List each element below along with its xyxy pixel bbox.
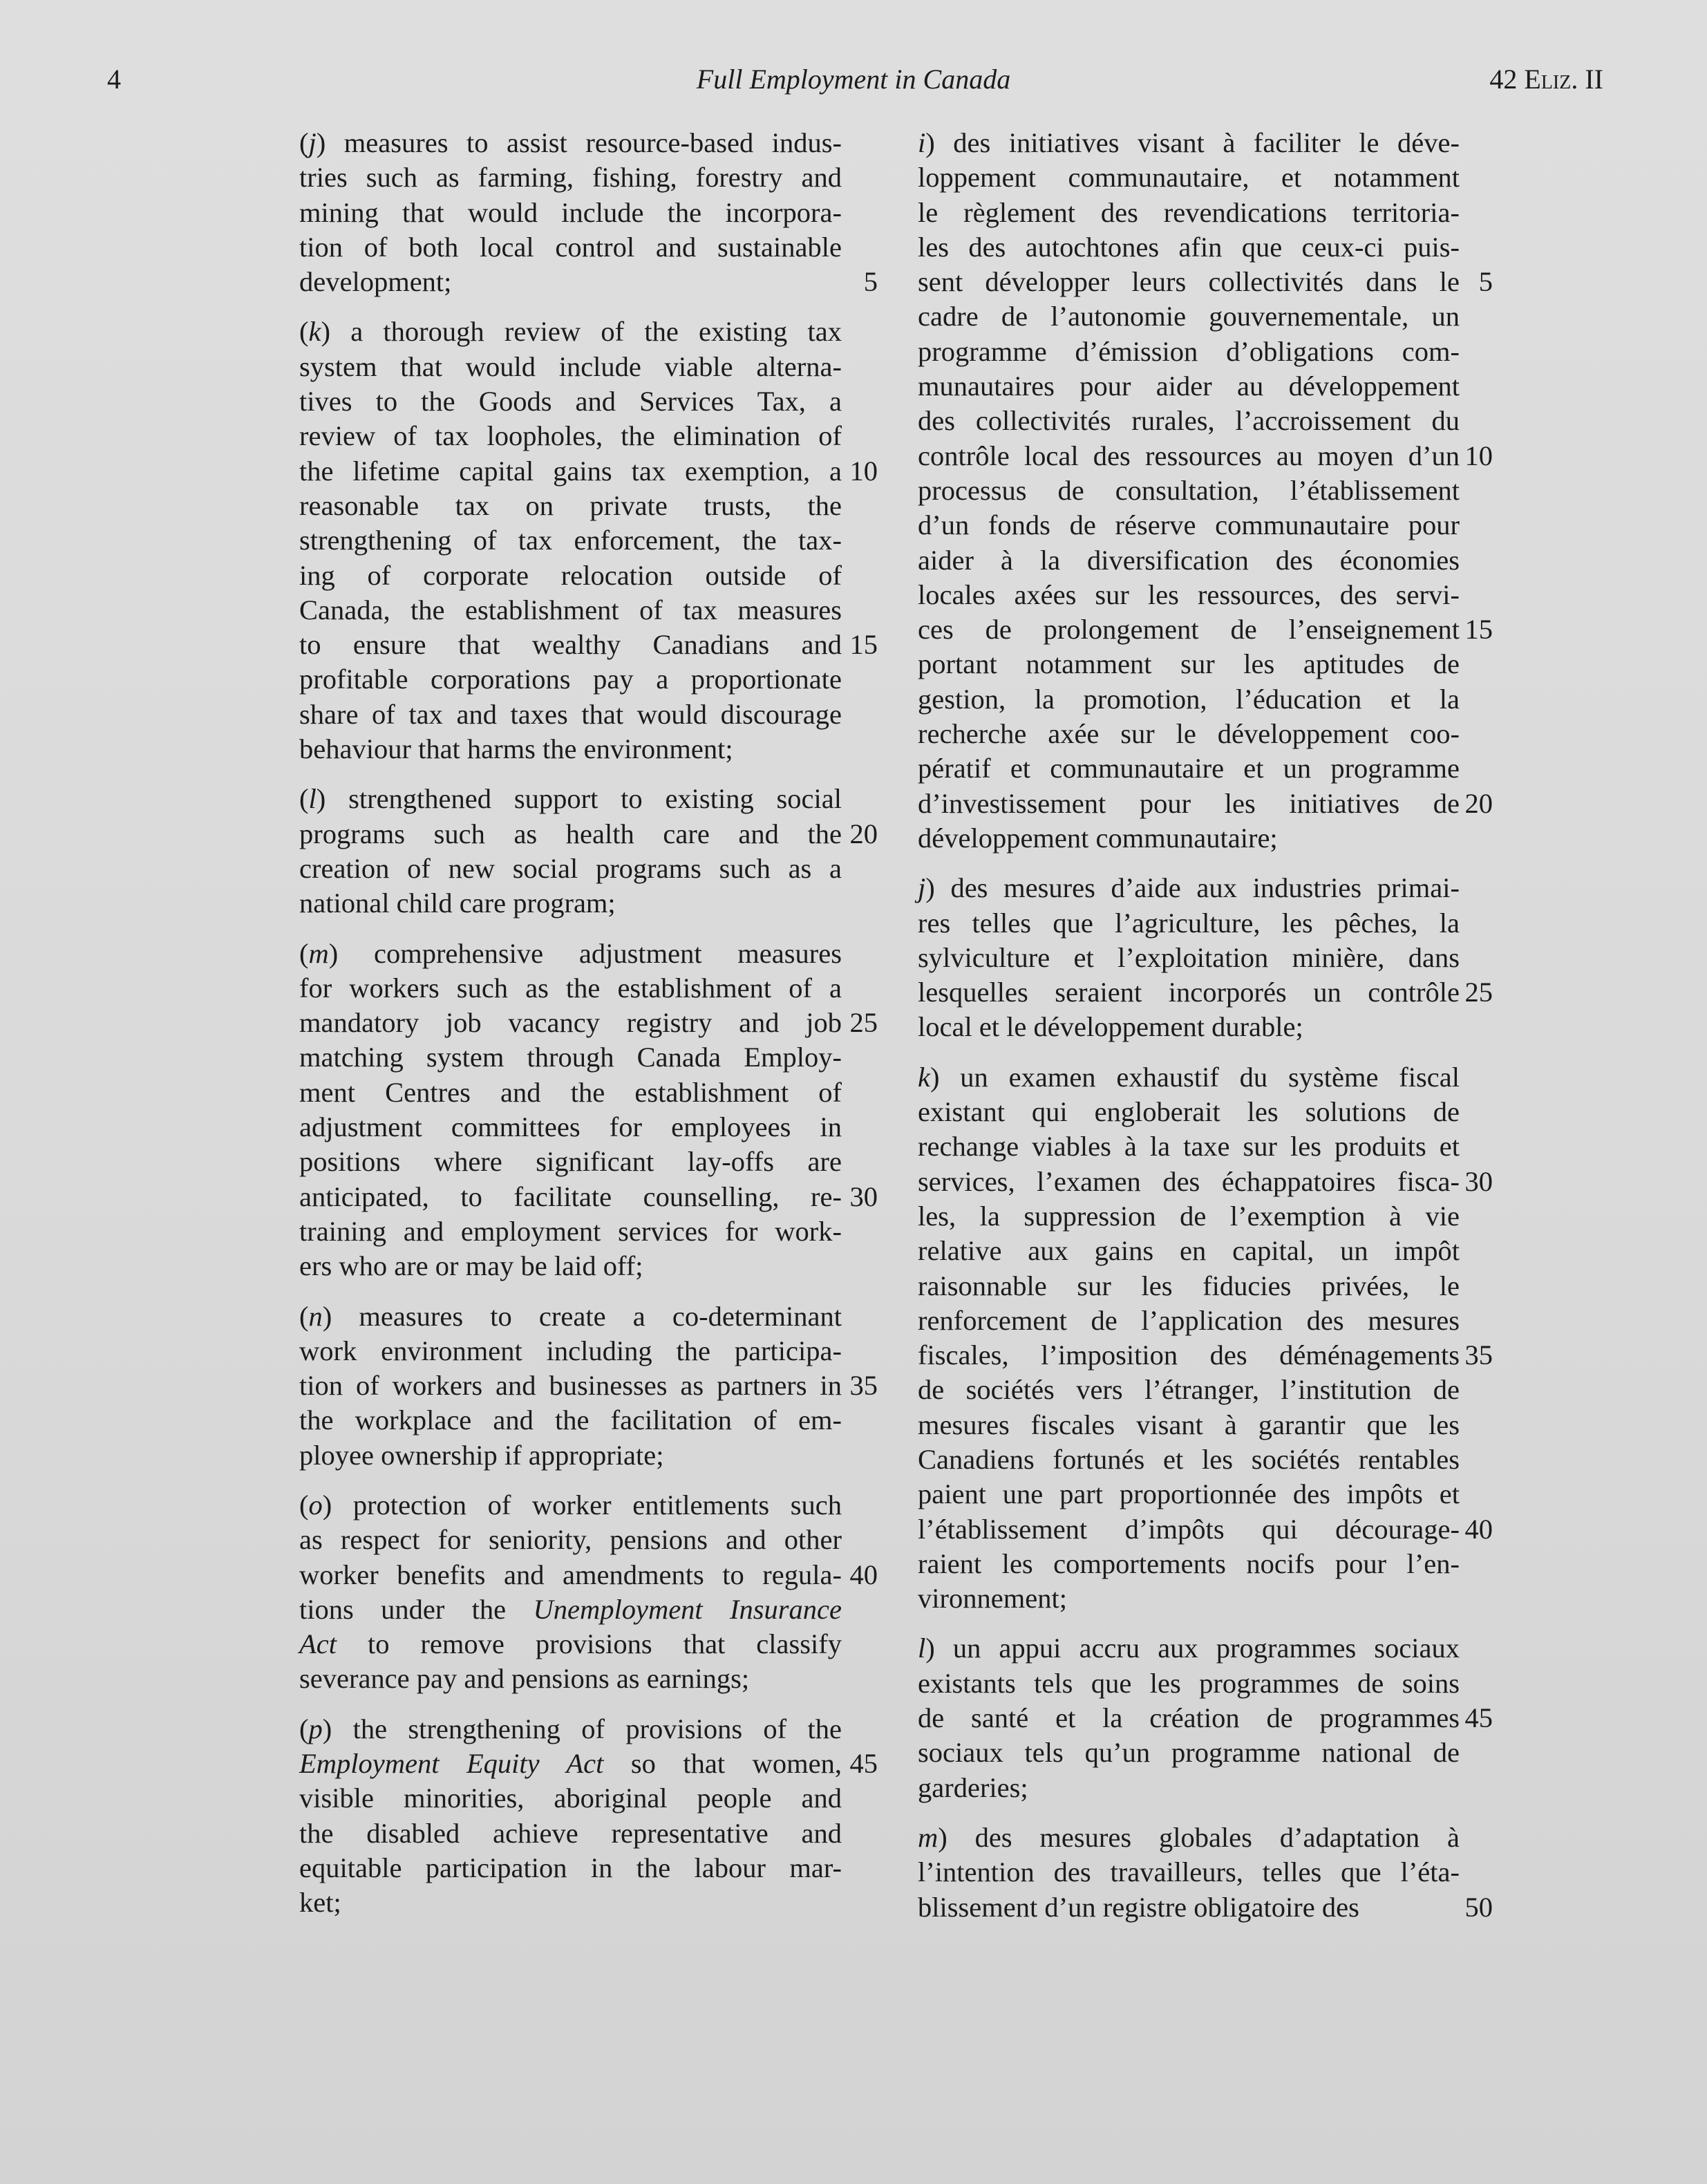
- line-text: rechange viables à la taxe sur les produits et: [918, 1131, 1460, 1162]
- text-line: [299, 886, 842, 921]
- line-text: ces de prolongement de l’enseignement: [918, 614, 1460, 646]
- line-text: paient une part proportionnée des impôts et: [918, 1478, 1460, 1510]
- line-text: tries such as farming, fishing, forestry and: [299, 162, 842, 194]
- paragraph: [299, 314, 878, 766]
- text-line: [299, 1006, 878, 1040]
- line-number: 15: [849, 629, 878, 661]
- text-line: [299, 662, 842, 697]
- line-text: the lifetime capital gains tax exemption, a: [299, 455, 842, 487]
- paragraph: [918, 1631, 1493, 1805]
- text-line: [299, 1438, 842, 1473]
- line-text: ket;: [299, 1887, 341, 1919]
- text-line: [299, 1180, 878, 1214]
- line-text: l’intention des travailleurs, telles que l’éta-: [918, 1856, 1460, 1888]
- text-line: [918, 1373, 1460, 1407]
- text-line: [918, 1547, 1460, 1581]
- text-line: [918, 1771, 1460, 1805]
- text-line: [918, 1060, 1460, 1095]
- text-line: [299, 1851, 842, 1885]
- line-text: ing of corporate relocation outside of: [299, 559, 842, 591]
- line-number: 20: [849, 818, 878, 849]
- line-text: les des autochtones afin que ceux-ci puis-: [918, 231, 1460, 263]
- text-line: [918, 1735, 1460, 1770]
- text-line: [918, 682, 1460, 717]
- line-text: (j) measures to assist resource-based indus-: [299, 127, 842, 158]
- text-line: [918, 1855, 1460, 1890]
- line-text: pératif et communautaire et un programme: [918, 753, 1460, 784]
- text-line: [299, 230, 842, 265]
- line-text: severance pay and pensions as earnings;: [299, 1663, 750, 1695]
- line-text: the workplace and the facilitation of em-: [299, 1404, 842, 1436]
- line-text: existant qui engloberait les solutions de: [918, 1096, 1460, 1128]
- text-line: [299, 1661, 842, 1696]
- line-text: local et le développement durable;: [918, 1011, 1303, 1043]
- text-line: [299, 817, 878, 851]
- text-line: [918, 299, 1460, 334]
- line-text: programs such as health care and the: [299, 818, 842, 849]
- line-number: 35: [1464, 1339, 1493, 1371]
- line-text: j) des mesures d’aide aux industries primai-: [918, 872, 1460, 904]
- paragraph: [918, 126, 1493, 856]
- line-number: 45: [1464, 1702, 1493, 1734]
- line-text: matching system through Canada Employ-: [299, 1042, 842, 1073]
- line-text: le règlement des revendications territoria-: [918, 196, 1460, 228]
- line-text: i) des initiatives visant à faciliter le déve-: [918, 127, 1460, 158]
- english-column: [299, 126, 878, 1936]
- text-line: [299, 1627, 842, 1661]
- line-text: profitable corporations pay a proportionate: [299, 663, 842, 695]
- text-line: [918, 1303, 1460, 1338]
- line-number: 5: [863, 266, 878, 298]
- line-text: les, la suppression de l’exemption à vie: [918, 1200, 1460, 1232]
- line-text: cadre de l’autonomie gouvernementale, un: [918, 301, 1460, 332]
- text-line: [918, 126, 1460, 160]
- text-line: [918, 1477, 1460, 1512]
- line-number: 5: [1478, 266, 1493, 298]
- line-text: développement communautaire;: [918, 822, 1278, 854]
- text-line: [299, 936, 842, 971]
- line-text: to ensure that wealthy Canadians and: [299, 629, 842, 661]
- regnal-year: 42 Eliz. II: [1489, 64, 1603, 95]
- line-text: (k) a thorough review of the existing tax: [299, 316, 842, 348]
- text-line: [918, 1890, 1493, 1925]
- text-line: [918, 1631, 1460, 1666]
- text-line: [918, 1199, 1460, 1234]
- line-number: 10: [1464, 440, 1493, 471]
- line-text: Canadiens fortunés et les sociétés rentables: [918, 1443, 1460, 1475]
- line-text: gestion, la promotion, l’éducation et la: [918, 683, 1460, 715]
- line-text: (o) protection of worker entitlements such: [299, 1489, 842, 1521]
- line-number: 20: [1464, 787, 1493, 819]
- text-line: [299, 350, 842, 384]
- text-line: [299, 732, 842, 766]
- text-line: [299, 1075, 842, 1110]
- line-text: tions under the Unemployment Insurance: [299, 1593, 842, 1625]
- text-line: [299, 489, 842, 523]
- line-text: creation of new social programs such as a: [299, 852, 842, 884]
- line-text: share of tax and taxes that would discourage: [299, 698, 842, 730]
- paragraph: [299, 126, 878, 299]
- text-line: [918, 578, 1460, 612]
- line-text: fiscales, l’imposition des déménagements: [918, 1339, 1460, 1371]
- text-line: [299, 265, 878, 299]
- text-line: [918, 647, 1460, 681]
- text-line: [299, 1299, 842, 1334]
- line-text: lesquelles seraient incorporés un contrôle: [918, 977, 1460, 1008]
- text-line: [299, 851, 842, 886]
- line-text: (p) the strengthening of provisions of the: [299, 1713, 842, 1744]
- line-number: 45: [849, 1748, 878, 1780]
- text-line: [918, 1095, 1460, 1129]
- text-line: [918, 1165, 1493, 1199]
- line-number: 40: [849, 1559, 878, 1590]
- line-text: munautaires pour aider au développement: [918, 370, 1460, 402]
- line-text: training and employment services for work-: [299, 1215, 842, 1247]
- text-line: [918, 508, 1460, 543]
- line-text: mining that would include the incorpora-: [299, 196, 842, 228]
- line-text: strengthening of tax enforcement, the tax-: [299, 525, 842, 556]
- text-line: [918, 1442, 1460, 1477]
- text-line: [918, 821, 1460, 856]
- line-text: Canada, the establishment of tax measures: [299, 594, 842, 625]
- line-number: 25: [1464, 977, 1493, 1008]
- line-text: aider à la diversification des économies: [918, 544, 1460, 576]
- line-text: worker benefits and amendments to regula-: [299, 1559, 842, 1590]
- text-line: [299, 384, 842, 419]
- text-line: [918, 1820, 1460, 1855]
- line-text: raient les comportements nocifs pour l’en-: [918, 1547, 1460, 1579]
- line-text: existants tels que les programmes de soins: [918, 1667, 1460, 1699]
- text-line: [299, 1558, 878, 1592]
- text-line: [299, 1781, 842, 1816]
- line-text: (m) comprehensive adjustment measures: [299, 937, 842, 969]
- text-line: [918, 975, 1493, 1010]
- text-line: [299, 196, 842, 230]
- line-text: loppement communautaire, et notamment: [918, 162, 1460, 194]
- text-line: [299, 160, 842, 195]
- line-text: sylviculture et l’exploitation minière, dans: [918, 941, 1460, 973]
- line-text: reasonable tax on private trusts, the: [299, 489, 842, 521]
- line-text: processus de consultation, l’établissement: [918, 474, 1460, 506]
- text-line: [918, 1338, 1493, 1373]
- text-line: [918, 1234, 1460, 1268]
- line-text: l’établissement d’impôts qui décourage-: [918, 1513, 1460, 1545]
- line-text: relative aux gains en capital, un impôt: [918, 1235, 1460, 1267]
- line-text: work environment including the participa-: [299, 1335, 842, 1366]
- line-text: behaviour that harms the environment;: [299, 733, 733, 765]
- text-line: [299, 697, 842, 732]
- paragraph: [299, 936, 878, 1284]
- text-line: [299, 1145, 842, 1179]
- line-text: anticipated, to facilitate counselling, re-: [299, 1180, 842, 1212]
- text-line: [299, 126, 842, 160]
- text-line: [299, 1885, 842, 1920]
- text-line: [918, 543, 1460, 578]
- text-line: [918, 473, 1460, 508]
- line-text: portant notamment sur les aptitudes de: [918, 648, 1460, 680]
- text-line: [918, 160, 1460, 195]
- line-number: 30: [849, 1180, 878, 1212]
- text-line: [918, 906, 1460, 941]
- paragraph: [299, 1299, 878, 1473]
- paragraph: [299, 1712, 878, 1921]
- line-text: renforcement de l’application des mesures: [918, 1304, 1460, 1336]
- line-text: review of tax loopholes, the elimination of: [299, 420, 842, 452]
- line-text: for workers such as the establishment of a: [299, 972, 842, 1004]
- line-number: 25: [849, 1007, 878, 1039]
- text-line: [918, 1010, 1460, 1044]
- line-text: ers who are or may be laid off;: [299, 1250, 643, 1282]
- text-line: [918, 369, 1460, 404]
- text-line: [918, 335, 1460, 369]
- text-line: [918, 787, 1493, 821]
- text-line: [918, 230, 1460, 265]
- line-text: Act to remove provisions that classify: [299, 1628, 842, 1660]
- line-text: l) un appui accru aux programmes sociaux: [918, 1632, 1460, 1664]
- line-text: res telles que l’agriculture, les pêches, la: [918, 907, 1460, 939]
- line-text: equitable participation in the labour mar-: [299, 1852, 842, 1883]
- line-text: services, l’examen des échappatoires fisca-: [918, 1165, 1460, 1197]
- line-text: positions where significant lay-offs are: [299, 1146, 842, 1178]
- text-line: [299, 1368, 878, 1403]
- text-line: [918, 196, 1460, 230]
- page-number: 4: [107, 64, 121, 95]
- paragraph: [299, 782, 878, 921]
- line-text: recherche axée sur le développement coo-: [918, 718, 1460, 750]
- paragraph: [918, 1060, 1493, 1617]
- line-text: blissement d’un registre obligatoire des: [918, 1891, 1359, 1923]
- line-number: 35: [849, 1370, 878, 1402]
- text-line: [299, 628, 878, 662]
- text-line: [918, 439, 1493, 473]
- text-line: [299, 419, 842, 453]
- line-number: 50: [1464, 1891, 1493, 1923]
- paragraph: [299, 1488, 878, 1697]
- text-line: [918, 751, 1460, 786]
- text-line: [918, 404, 1460, 438]
- line-text: contrôle local des ressources au moyen d’un: [918, 440, 1460, 471]
- line-text: (n) measures to create a co-determinant: [299, 1300, 842, 1332]
- line-text: Employment Equity Act so that women,: [299, 1748, 842, 1780]
- text-line: [299, 523, 842, 558]
- text-line: [299, 1334, 842, 1368]
- line-text: raisonnable sur les fiducies privées, le: [918, 1270, 1460, 1301]
- text-line: [918, 612, 1493, 647]
- text-line: [299, 1040, 842, 1075]
- text-line: [918, 941, 1460, 975]
- line-text: ployee ownership if appropriate;: [299, 1439, 664, 1471]
- line-number: 10: [849, 455, 878, 487]
- line-text: tives to the Goods and Services Tax, a: [299, 386, 842, 417]
- text-line: [299, 593, 842, 628]
- line-text: programme d’émission d’obligations com-: [918, 335, 1460, 367]
- line-text: d’investissement pour les initiatives de: [918, 787, 1460, 819]
- text-line: [918, 1129, 1460, 1164]
- line-text: mandatory job vacancy registry and job: [299, 1007, 842, 1039]
- french-column: [918, 126, 1493, 1940]
- line-text: development;: [299, 266, 452, 298]
- line-number: 15: [1464, 614, 1493, 646]
- text-line: [299, 1488, 842, 1523]
- text-line: [918, 1269, 1460, 1303]
- text-line: [918, 717, 1460, 751]
- text-line: [299, 1110, 842, 1145]
- text-line: [299, 558, 842, 593]
- line-number: 40: [1464, 1513, 1493, 1545]
- line-text: visible minorities, aboriginal people and: [299, 1782, 842, 1814]
- text-line: [918, 871, 1460, 905]
- text-line: [299, 314, 842, 349]
- text-line: [918, 265, 1493, 299]
- line-text: de santé et la création de programmes: [918, 1702, 1460, 1734]
- line-text: sociaux tels qu’un programme national de: [918, 1737, 1460, 1769]
- text-line: [299, 1592, 842, 1627]
- line-text: k) un examen exhaustif du système fiscal: [918, 1061, 1460, 1093]
- line-text: mesures fiscales visant à garantir que les: [918, 1409, 1460, 1440]
- text-line: [299, 1403, 842, 1438]
- line-text: tion of both local control and sustainable: [299, 231, 842, 263]
- text-line: [299, 1214, 842, 1249]
- line-text: adjustment committees for employees in: [299, 1111, 842, 1143]
- text-line: [918, 1666, 1460, 1701]
- text-line: [918, 1512, 1493, 1547]
- text-line: [299, 1523, 842, 1557]
- line-text: des collectivités rurales, l’accroissement du: [918, 405, 1460, 437]
- line-text: d’un fonds de réserve communautaire pour: [918, 509, 1460, 541]
- line-text: ment Centres and the establishment of: [299, 1076, 842, 1108]
- text-line: [299, 1249, 842, 1283]
- text-line: [299, 454, 878, 489]
- line-text: m) des mesures globales d’adaptation à: [918, 1821, 1460, 1853]
- text-line: [918, 1701, 1493, 1735]
- text-line: [918, 1408, 1460, 1442]
- line-text: tion of workers and businesses as partners in: [299, 1370, 842, 1402]
- running-title: Full Employment in Canada: [696, 64, 1011, 95]
- paragraph: [918, 1820, 1493, 1925]
- line-text: as respect for seniority, pensions and other: [299, 1524, 842, 1556]
- line-text: locales axées sur les ressources, des servi-: [918, 578, 1460, 610]
- line-text: the disabled achieve representative and: [299, 1817, 842, 1849]
- text-line: [299, 1712, 842, 1747]
- line-text: system that would include viable alterna-: [299, 350, 842, 382]
- line-text: sent développer leurs collectivités dans le: [918, 266, 1460, 298]
- line-text: national child care program;: [299, 887, 616, 919]
- line-text: de sociétés vers l’étranger, l’institution de: [918, 1374, 1460, 1406]
- text-line: [299, 782, 842, 816]
- line-text: vironnement;: [918, 1583, 1067, 1615]
- line-text: (l) strengthened support to existing social: [299, 783, 842, 815]
- line-number: 30: [1464, 1165, 1493, 1197]
- text-line: [918, 1581, 1460, 1616]
- line-text: garderies;: [918, 1771, 1028, 1803]
- text-line: [299, 1747, 878, 1781]
- text-line: [299, 971, 842, 1006]
- paragraph: [918, 871, 1493, 1044]
- text-line: [299, 1816, 842, 1851]
